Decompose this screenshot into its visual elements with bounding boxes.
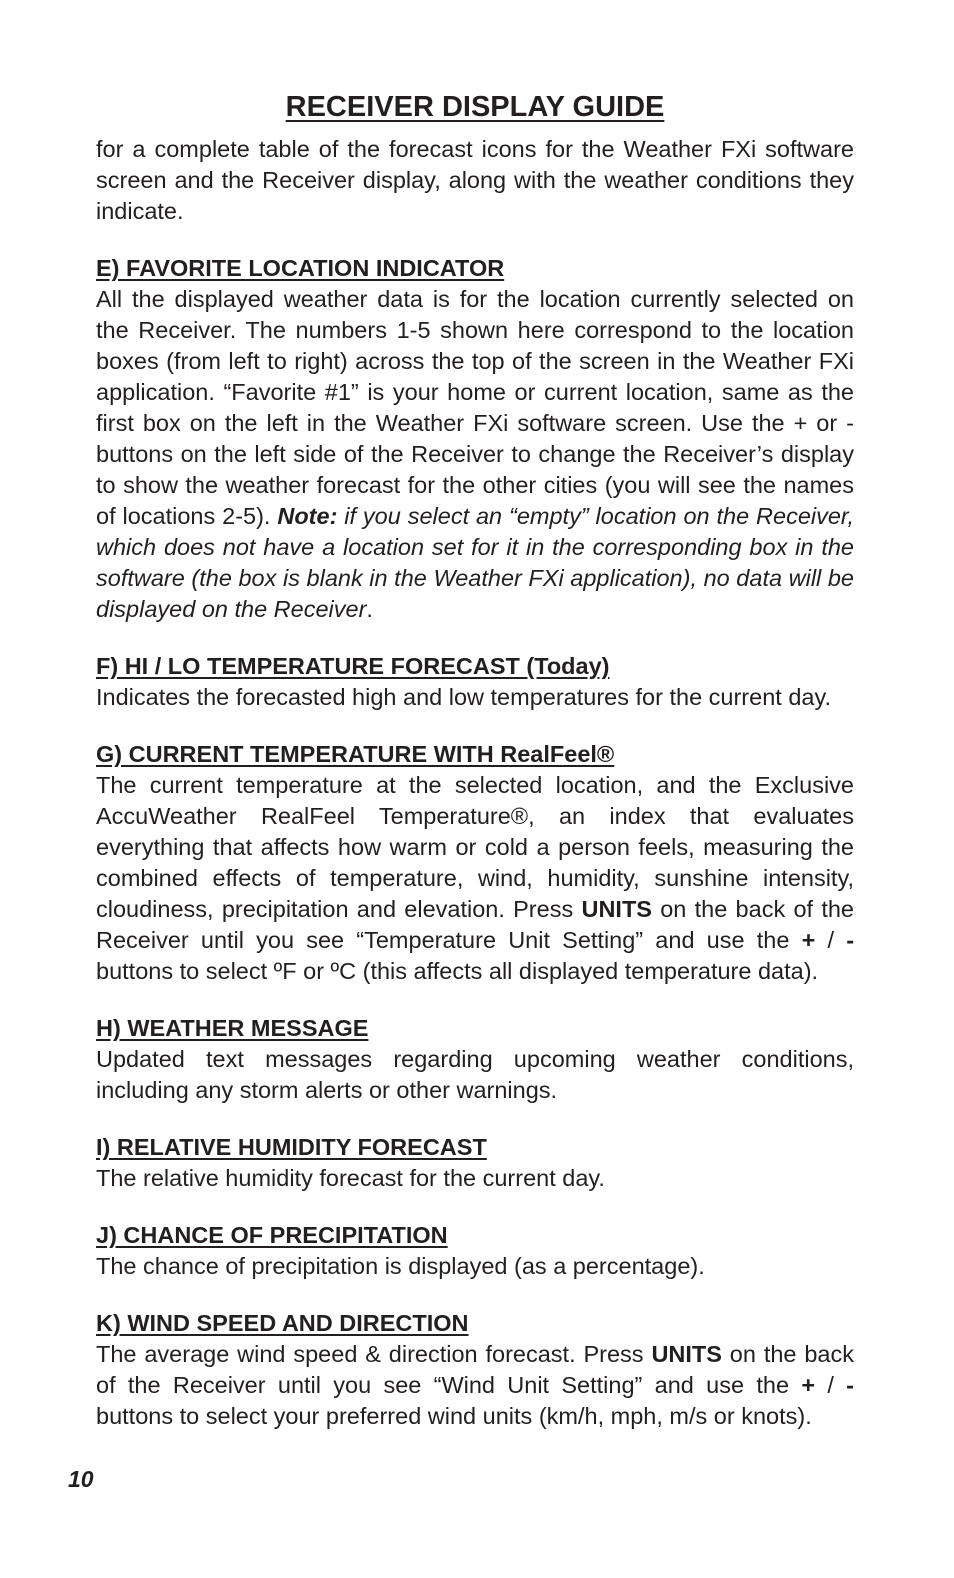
body-text: on the back of the Receiver until you see “Temperature Unit Setting” and use the [96, 896, 854, 953]
units-keyword: UNITS [581, 896, 652, 922]
section-current-temperature [96, 739, 854, 987]
note-end: . [366, 596, 373, 622]
section-body: Indicates the forecasted high and low temperatures for the current day. [96, 684, 832, 710]
section-favorite-location [96, 253, 854, 625]
page-content [96, 88, 854, 1432]
section-relative-humidity [96, 1132, 854, 1194]
page-number: 10 [68, 1466, 94, 1492]
section-heading: I) RELATIVE HUMIDITY FORECAST [96, 1134, 487, 1160]
body-text: The current temperature at the selected location, and the Exclusive AccuWeather RealFeel Temperature®, an index that evaluates everything that affects how warm or cold a person feels, measuring the combined effects of temperature, wind, humidity, sunshine intensity, cloudiness, precipitation and elevation. Press [96, 772, 854, 922]
section-heading: H) WEATHER MESSAGE [96, 1015, 369, 1041]
section-heading: E) FAVORITE LOCATION INDICATOR [96, 255, 505, 281]
section-body [96, 1339, 854, 1432]
section-body: The relative humidity forecast for the current day. [96, 1165, 605, 1191]
section-body: Updated text messages regarding upcoming weather conditions, including any storm alerts or other warnings. [96, 1046, 854, 1103]
minus-keyword: - [846, 927, 855, 953]
section-body: The chance of precipitation is displayed (as a percentage). [96, 1253, 705, 1279]
section-weather-message [96, 1013, 854, 1106]
section-body [96, 284, 854, 625]
slash-text: / [815, 1372, 847, 1398]
section-body [96, 770, 854, 987]
section-heading: F) HI / LO TEMPERATURE FORECAST (Today) [96, 653, 610, 679]
section-heading: K) WIND SPEED AND DIRECTION [96, 1310, 469, 1336]
note-label: Note: [277, 503, 338, 529]
section-heading: G) CURRENT TEMPERATURE WITH RealFeel® [96, 741, 615, 767]
note-text: if you select an “empty” location on the Receiver, which does not have a location set for it in the corresponding box in the software (the box is blank in the Weather FXi application), no data will be displayed on the Receiver [96, 503, 854, 622]
body-text: All the displayed weather data is for the location currently selected on the Receiver. The numbers 1-5 shown here correspond to the location boxes (from left to right) across the top of the screen in the Weather FXi application. “Favorite #1” is your home or current location, same as the first box on the left in the Weather FXi software screen. Use the + or - buttons on the left side of the Receiver to change the Receiver’s display to show the weather forecast for the other cities (you will see the names of locations 2-5). [96, 286, 854, 529]
plus-keyword: + [801, 927, 816, 953]
page-title: RECEIVER DISPLAY GUIDE [285, 91, 665, 123]
section-precipitation [96, 1220, 854, 1282]
intro-paragraph: for a complete table of the forecast icons for the Weather FXi software screen and the Receiver display, along with the weather conditions they indicate. [96, 136, 854, 224]
section-heading: J) CHANCE OF PRECIPITATION [96, 1222, 448, 1248]
body-text: The average wind speed & direction forecast. Press [96, 1341, 652, 1367]
units-keyword: UNITS [651, 1341, 722, 1367]
body-text: buttons to select ºF or ºC (this affects all displayed temperature data). [96, 958, 819, 984]
body-text: on the back of the Receiver until you see “Wind Unit Setting” and use the [96, 1341, 854, 1398]
minus-keyword: - [846, 1372, 854, 1398]
body-text: buttons to select your preferred wind units (km/h, mph, m/s or knots). [96, 1403, 812, 1429]
section-hi-lo-temperature [96, 651, 854, 713]
plus-keyword: + [801, 1372, 816, 1398]
slash-text: / [815, 927, 847, 953]
section-wind [96, 1308, 854, 1432]
